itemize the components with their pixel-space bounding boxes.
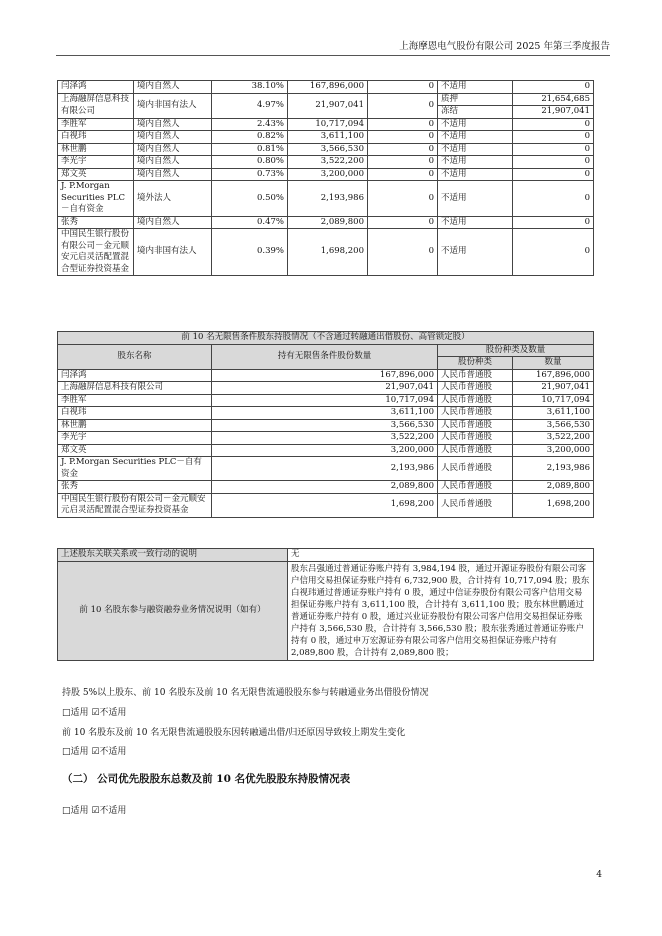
pledge-status: 不适用 [438, 156, 513, 169]
holding-shares: 2,089,800 [288, 216, 368, 229]
col-share-class-qty: 数量 [513, 357, 594, 370]
unrestricted-qty: 1,698,200 [212, 493, 438, 517]
unrestricted-name: 上海融屏信息科技有限公司 [58, 382, 212, 395]
holding-shares: 3,566,530 [288, 143, 368, 156]
pledge-status: 不适用 [438, 216, 513, 229]
shareholder-name: 李光宇 [58, 156, 134, 169]
restricted-shares: 0 [368, 168, 438, 181]
top10-shareholders-table [57, 80, 594, 276]
shareholder-type: 境内自然人 [134, 143, 212, 156]
holding-percent: 0.82% [212, 131, 288, 144]
holding-percent: 0.47% [212, 216, 288, 229]
share-kind: 人民币普通股 [438, 419, 513, 432]
holding-shares: 3,611,100 [288, 131, 368, 144]
shareholder-notes-table [57, 548, 594, 661]
unrestricted-name: 闫泽鸿 [58, 369, 212, 382]
unrestricted-name: 张秀 [58, 481, 212, 494]
unrestricted-row [58, 382, 594, 395]
pledge-status: 不适用 [438, 168, 513, 181]
shareholder-type: 境内自然人 [134, 168, 212, 181]
share-kind-qty: 3,566,530 [513, 419, 594, 432]
top10-row [58, 81, 594, 94]
top10-row [58, 229, 594, 276]
holding-percent: 2.43% [212, 118, 288, 131]
share-kind-qty: 21,907,041 [513, 382, 594, 395]
header-rule [56, 55, 610, 56]
share-kind: 人民币普通股 [438, 382, 513, 395]
top10-row [58, 143, 594, 156]
holding-percent: 4.97% [212, 93, 288, 118]
shareholder-name: 中国民生银行股份有限公司－金元顺安元启灵活配置混合型证券投资基金 [58, 229, 134, 276]
pledge-status: 不适用 [438, 143, 513, 156]
pledge-qty: 0 [513, 118, 594, 131]
share-kind: 人民币普通股 [438, 481, 513, 494]
restricted-shares: 0 [368, 181, 438, 217]
col-shareholder-name: 股东名称 [58, 344, 212, 369]
restricted-shares: 0 [368, 118, 438, 131]
shareholder-name: 张秀 [58, 216, 134, 229]
restricted-shares: 0 [368, 131, 438, 144]
holding-shares: 3,522,200 [288, 156, 368, 169]
shareholder-type: 境内自然人 [134, 118, 212, 131]
pledge-qty: 0 [513, 229, 594, 276]
top10-row [58, 156, 594, 169]
share-kind: 人民币普通股 [438, 394, 513, 407]
holding-shares: 1,698,200 [288, 229, 368, 276]
top10-row [58, 216, 594, 229]
shareholder-type: 境内自然人 [134, 131, 212, 144]
unrestricted-qty: 3,200,000 [212, 444, 438, 457]
holding-shares: 10,717,094 [288, 118, 368, 131]
holding-percent: 0.39% [212, 229, 288, 276]
top10-row [58, 131, 594, 144]
related-value: 无 [288, 549, 594, 562]
pledge-qty: 0 [513, 168, 594, 181]
restricted-shares: 0 [368, 93, 438, 118]
page-header: 上海摩恩电气股份有限公司 2025 年第三季度报告 [399, 41, 610, 52]
shareholder-type: 境外法人 [134, 181, 212, 217]
unrestricted-row [58, 457, 594, 481]
unrestricted-qty: 10,717,094 [212, 394, 438, 407]
col-share-class-type: 股份种类 [438, 357, 513, 370]
unrestricted-row [58, 444, 594, 457]
margin-label: 前 10 名股东参与融资融券业务情况说明（如有） [58, 562, 288, 661]
unrestricted-qty: 3,611,100 [212, 407, 438, 420]
holding-shares: 21,907,041 [288, 93, 368, 118]
shareholder-name: 郑文英 [58, 168, 134, 181]
share-kind-qty: 3,611,100 [513, 407, 594, 420]
pledge-status: 质押 [438, 93, 513, 106]
pledge-status: 不适用 [438, 118, 513, 131]
unrestricted-row [58, 407, 594, 420]
unrestricted-name: 白视玮 [58, 407, 212, 420]
col-share-class: 股份种类及数量 [438, 344, 594, 357]
top10-row [58, 118, 594, 131]
unrestricted-name: 林世鹏 [58, 419, 212, 432]
pledge-status: 不适用 [438, 81, 513, 94]
pledge-qty: 0 [513, 181, 594, 217]
margin-value: 股东吕强通过普通证券账户持有 3,984,194 股，通过开源证券股份有限公司客户信用交易担保证券账户持有 6,732,900 股，合计持有 10,717,094 股；股东白视玮通过普通证券账户持有 0 股，通过中信证券股份有限公司客户信用交易担保证券账户持有 3,611,100 股，合计持有 3,611,100 股；股东林世鹏通过普通证券账户持有 0 股，通过兴业证券股份有限公司客户信用交易担保证券账户持有 3,566,530 股，合计持有 3,566,530 股；股东张秀通过普通证券账户持有 0 股，通过申万宏源证券有限公司客户信用交易担保证券账户持有 2,089,800 股，合计持有 2,089,800 股； [288, 562, 594, 661]
shareholder-type: 境内非国有法人 [134, 93, 212, 118]
share-kind-qty: 167,896,000 [513, 369, 594, 382]
share-kind-qty: 1,698,200 [513, 493, 594, 517]
shareholder-name: 闫泽鸿 [58, 81, 134, 94]
holding-percent: 0.80% [212, 156, 288, 169]
holding-percent: 0.73% [212, 168, 288, 181]
top10-row [58, 181, 594, 217]
restricted-shares: 0 [368, 229, 438, 276]
unrestricted-name: J. P.Morgan Securities PLC－自有资金 [58, 457, 212, 481]
related-row [58, 549, 594, 562]
unrestricted-qty: 3,522,200 [212, 432, 438, 445]
note-securities-lending: 持股 5%以上股东、前 10 名股东及前 10 名无限售流通股股东参与转融通业务出借股份情况 [62, 688, 429, 698]
share-kind: 人民币普通股 [438, 457, 513, 481]
top10-row [58, 93, 594, 106]
share-kind-qty: 2,193,986 [513, 457, 594, 481]
pledge-status: 不适用 [438, 181, 513, 217]
shareholder-type: 境内自然人 [134, 156, 212, 169]
share-kind: 人民币普通股 [438, 493, 513, 517]
unrestricted-row [58, 419, 594, 432]
unrestricted-row [58, 369, 594, 382]
shareholder-name: 李胜军 [58, 118, 134, 131]
shareholder-name: 上海融屏信息科技有限公司 [58, 93, 134, 118]
holding-shares: 167,896,000 [288, 81, 368, 94]
shareholder-type: 境内非国有法人 [134, 229, 212, 276]
pledge-qty: 0 [513, 81, 594, 94]
share-kind-qty: 3,522,200 [513, 432, 594, 445]
restricted-shares: 0 [368, 156, 438, 169]
unrestricted-qty: 3,566,530 [212, 419, 438, 432]
pledge-qty: 0 [513, 143, 594, 156]
pledge-status: 不适用 [438, 229, 513, 276]
holding-percent: 38.10% [212, 81, 288, 94]
unrestricted-title: 前 10 名无限售条件股东持股情况（不含通过转融通出借股份、高管锁定股） [58, 332, 594, 345]
share-kind-qty: 10,717,094 [513, 394, 594, 407]
restricted-shares: 0 [368, 216, 438, 229]
shareholder-name: 白视玮 [58, 131, 134, 144]
share-kind: 人民币普通股 [438, 432, 513, 445]
margin-row [58, 562, 594, 661]
section-heading-preferred-shares: （二） 公司优先股股东总数及前 10 名优先股股东持股情况表 [62, 773, 351, 785]
unrestricted-qty: 2,089,800 [212, 481, 438, 494]
holding-percent: 0.81% [212, 143, 288, 156]
note-preferred-options: □适用 ☑不适用 [62, 806, 127, 816]
pledge-qty: 21,654,685 [513, 93, 594, 106]
share-kind: 人民币普通股 [438, 407, 513, 420]
related-label: 上述股东关联关系或一致行动的说明 [58, 549, 288, 562]
pledge-status: 不适用 [438, 131, 513, 144]
top10-row [58, 168, 594, 181]
shareholder-name: 林世鹏 [58, 143, 134, 156]
holding-shares: 2,193,986 [288, 181, 368, 217]
pledge-qty: 0 [513, 216, 594, 229]
shareholder-type: 境内自然人 [134, 216, 212, 229]
shareholder-type: 境内自然人 [134, 81, 212, 94]
pledge-qty: 0 [513, 156, 594, 169]
unrestricted-name: 李胜军 [58, 394, 212, 407]
unrestricted-shareholders-table [57, 331, 594, 518]
share-kind: 人民币普通股 [438, 369, 513, 382]
holding-percent: 0.50% [212, 181, 288, 217]
unrestricted-qty: 2,193,986 [212, 457, 438, 481]
shareholder-name: J. P.Morgan Securities PLC－自有资金 [58, 181, 134, 217]
share-kind-qty: 2,089,800 [513, 481, 594, 494]
unrestricted-name: 中国民生银行股份有限公司－金元顺安元启灵活配置混合型证券投资基金 [58, 493, 212, 517]
restricted-shares: 0 [368, 143, 438, 156]
note-lending-change-options: □适用 ☑不适用 [62, 747, 127, 757]
unrestricted-row [58, 432, 594, 445]
col-unrestricted-qty: 持有无限售条件股份数量 [212, 344, 438, 369]
unrestricted-name: 郑文英 [58, 444, 212, 457]
unrestricted-name: 李光宇 [58, 432, 212, 445]
unrestricted-qty: 167,896,000 [212, 369, 438, 382]
share-kind: 人民币普通股 [438, 444, 513, 457]
share-kind-qty: 3,200,000 [513, 444, 594, 457]
unrestricted-row [58, 493, 594, 517]
unrestricted-row [58, 394, 594, 407]
unrestricted-row [58, 481, 594, 494]
unrestricted-title-row [58, 332, 594, 345]
unrestricted-qty: 21,907,041 [212, 382, 438, 395]
page-number: 4 [596, 870, 602, 880]
unrestricted-header-row-1 [58, 344, 594, 357]
restricted-shares: 0 [368, 81, 438, 94]
holding-shares: 3,200,000 [288, 168, 368, 181]
pledge-status: 冻结 [438, 106, 513, 119]
pledge-qty: 21,907,041 [513, 106, 594, 119]
note-lending-change: 前 10 名股东及前 10 名无限售流通股股东因转融通出借/归还原因导致较上期发生变化 [62, 728, 406, 738]
pledge-qty: 0 [513, 131, 594, 144]
note-securities-lending-options: □适用 ☑不适用 [62, 708, 127, 718]
